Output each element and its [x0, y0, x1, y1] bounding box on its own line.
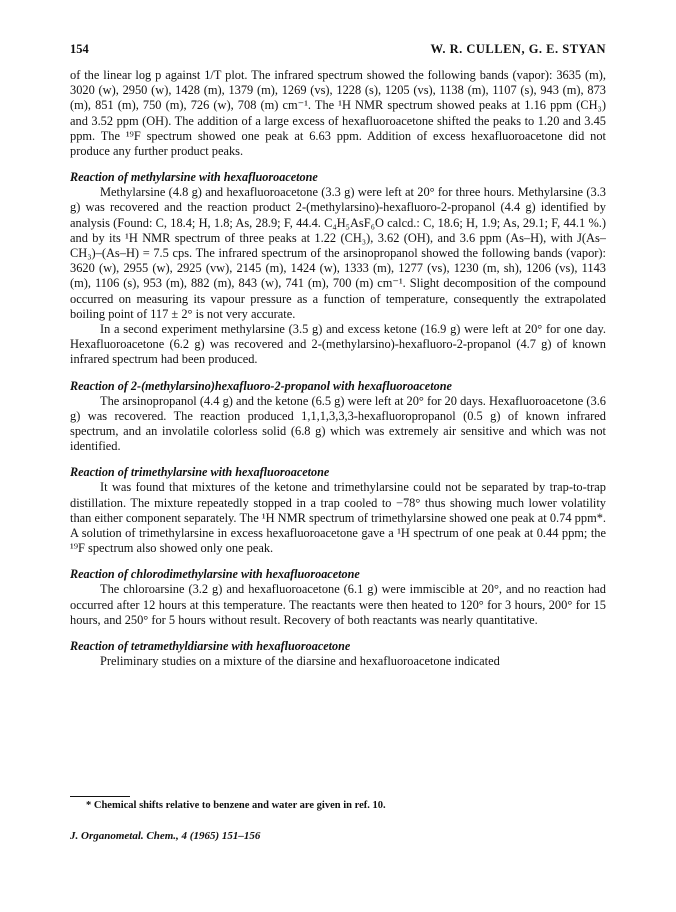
section-heading-chlorodimethylarsine: Reaction of chlorodimethylarsine with hexafluoroacetone: [70, 567, 360, 582]
running-head: W. R. CULLEN, G. E. STYAN: [430, 42, 606, 56]
paragraph-methylarsine-2: In a second experiment methylarsine (3.5 g) and excess ketone (16.9 g) were left at 20° for one day. Hexafluoroacetone (6.2 g) was recovered and 2-(methylarsino)-hexafluoro-2-propanol (4.7 g) of known infrared spectrum had been produced.: [70, 322, 606, 367]
page-number: 154: [70, 42, 89, 56]
section-heading-trimethylarsine: Reaction of trimethylarsine with hexafluoroacetone: [70, 465, 330, 480]
article-body: [70, 68, 606, 669]
paragraph-tetramethyldiarsine: Preliminary studies on a mixture of the diarsine and hexafluoroacetone indicated: [100, 654, 500, 669]
paragraph-methylarsine-1: Methylarsine (4.8 g) and hexafluoroacetone (3.3 g) were left at 20° for three hours. Methylarsine (3.3 g) was recovered and the reaction product 2-(methylarsino)-hexafluoro-2-propanol (4.4 g) identified by analysis (Found: C, 18.4; H, 1.8; As, 28.9; F, 44.4. C₄H₅AsF₆O calcd.: C, 18.6; H, 1.9; As, 29.1; F, 44.1 %.) and by its ¹H NMR spectrum of three peaks at 1.22 (CH₃), 3.62 (OH), and 3.6 ppm (As–H), with J(As–CH₃)–(As–H) = 7.5 cps. The infrared spectrum of the arsinopropanol showed the following bands (vapor): 3620 (w), 2955 (w), 2925 (vw), 2145 (m), 1424 (w), 1333 (m), 1277 (vs), 1230 (m, sh), 1206 (vs), 1143 (m), 1106 (s), 953 (m), 882 (m), 843 (w), 741 (m), 700 (m) cm⁻¹. Slight decomposition of the compound occurred on measuring its vapour pressure as a function of temperature, consequently the extrapolated boiling point of 117 ± 2° is not very accurate.: [70, 185, 606, 321]
paragraph-arsinopropanol: The arsinopropanol (4.4 g) and the ketone (6.5 g) were left at 20° for 20 days. Hexafluoroacetone (3.6 g) was recovered. The reaction produced 1,1,1,3,3,3-hexafluoropropanol (0.5 g) of known infrared spectrum, and an involatile colorless solid (6.8 g) which was extremely air sensitive and which was not identified.: [70, 393, 606, 454]
journal-citation-footer: J. Organometal. Chem., 4 (1965) 151–156: [70, 830, 261, 842]
footnote-divider: [70, 796, 130, 797]
paragraph-continuation: of the linear log p against 1/T plot. The infrared spectrum showed the following bands (vapor): 3635 (m), 3020 (w), 2950 (w), 1428 (m), 1379 (m), 1269 (vs), 1228 (s), 1205 (vs), 1138 (m), 1107 (s), 943 (m), 873 (m), 851 (m), 750 (m), 726 (w), 708 (m) cm⁻¹. The ¹H NMR spectrum showed peaks at 1.16 ppm (CH₃) and 3.52 ppm (OH). The addition of a large excess of hexafluoroacetone shifted the peaks to 1.20 and 3.45 ppm. The ¹⁹F spectrum showed one peak at 6.63 ppm. Addition of excess hexafluoroacetone did not produce any further product peaks.: [70, 68, 606, 159]
section-heading-methylarsine: Reaction of methylarsine with hexafluoroacetone: [70, 170, 318, 185]
paragraph-trimethylarsine: It was found that mixtures of the ketone and trimethylarsine could not be separated by trap-to-trap distillation. The mixture repeatedly stopped in a trap cooled to −78° thus showing much lower volatility than either component separately. The ¹H NMR spectrum of trimethylarsine showed one peak at 0.74 ppm*. A solution of trimethylarsine in excess hexafluoroacetone gave a ¹H spectrum of one peak at 0.44 ppm; the ¹⁹F spectrum also showed only one peak.: [70, 480, 606, 556]
section-heading-tetramethyldiarsine: Reaction of tetramethyldiarsine with hexafluoroacetone: [70, 639, 351, 654]
section-heading-arsinopropanol: Reaction of 2-(methylarsino)hexafluoro-2-propanol with hexafluoroacetone: [70, 378, 452, 393]
paragraph-chlorodimethylarsine: The chloroarsine (3.2 g) and hexafluoroacetone (6.1 g) were immiscible at 20°, and no reaction had occurred after 12 hours at this temperature. The reactants were then heated to 120° for 3 hours, 200° for 15 hours, and 250° for 5 hours without result. Recovery of both reactants was nearly quantitative.: [70, 582, 606, 627]
footnote: * Chemical shifts relative to benzene and water are given in ref. 10.: [86, 800, 386, 811]
page-header: [70, 42, 606, 58]
